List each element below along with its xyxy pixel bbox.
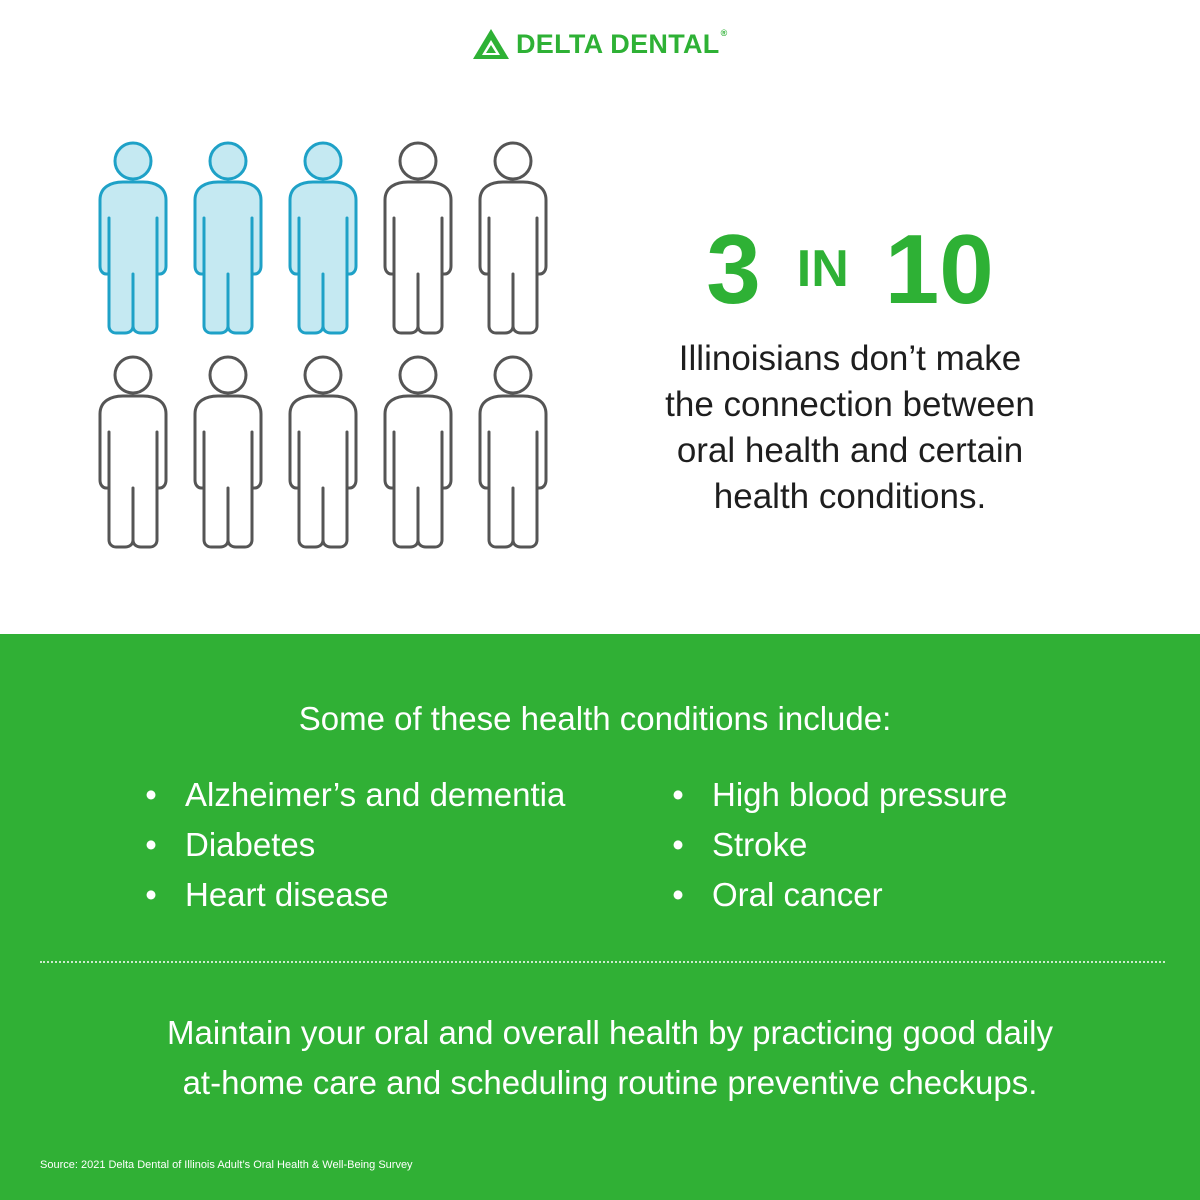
- conditions-list-right: [668, 770, 1007, 920]
- person-icon: [286, 354, 360, 549]
- person-icon: [381, 354, 455, 549]
- bullet-icon: •: [145, 776, 157, 813]
- stat-numerator: 3: [706, 214, 761, 324]
- condition-item: • High blood pressure: [668, 770, 1007, 820]
- person-icon: [191, 354, 265, 549]
- person-icon: [96, 354, 170, 549]
- closing-message: [20, 1008, 1200, 1108]
- person-icon-highlighted: [286, 140, 360, 335]
- stat-description-line: the connection between: [665, 385, 1035, 424]
- bullet-icon: •: [145, 826, 157, 863]
- stat-connector: IN: [796, 240, 849, 298]
- logo-wordmark: DELTA DENTAL®: [516, 28, 728, 59]
- person-icon-highlighted: [96, 140, 170, 335]
- bullet-icon: •: [672, 776, 684, 813]
- person-icon: [476, 140, 550, 335]
- closing-line: at-home care and scheduling routine preventive checkups.: [182, 1064, 1038, 1101]
- conditions-section: [0, 634, 1200, 1200]
- stat-denominator: 10: [884, 214, 994, 324]
- stat-description: [600, 336, 1100, 520]
- conditions-list-left: [141, 770, 565, 920]
- condition-item: • Diabetes: [141, 820, 565, 870]
- stat-description-line: oral health and certain: [676, 431, 1024, 470]
- person-icon: [381, 140, 455, 335]
- condition-item: • Heart disease: [141, 870, 565, 920]
- bullet-icon: •: [145, 876, 157, 913]
- stat-description-line: Illinoisians don’t make: [678, 339, 1022, 378]
- person-icon-highlighted: [191, 140, 265, 335]
- condition-item: • Stroke: [668, 820, 1007, 870]
- bullet-icon: •: [672, 826, 684, 863]
- bullet-icon: •: [672, 876, 684, 913]
- condition-item: • Alzheimer’s and dementia: [141, 770, 565, 820]
- source-citation: Source: 2021 Delta Dental of Illinois Adult’s Oral Health & Well-Being Survey: [40, 1159, 413, 1171]
- people-pictogram: [96, 140, 556, 550]
- delta-triangle-icon: [472, 28, 510, 60]
- delta-dental-logo: [472, 26, 728, 62]
- person-icon: [476, 354, 550, 549]
- conditions-intro: Some of these health conditions include:: [298, 700, 892, 737]
- dotted-divider: [40, 961, 1165, 963]
- stat-description-line: health conditions.: [713, 477, 987, 516]
- closing-line: Maintain your oral and overall health by practicing good daily: [166, 1014, 1054, 1051]
- stat-headline: [620, 214, 1080, 324]
- condition-item: • Oral cancer: [668, 870, 1007, 920]
